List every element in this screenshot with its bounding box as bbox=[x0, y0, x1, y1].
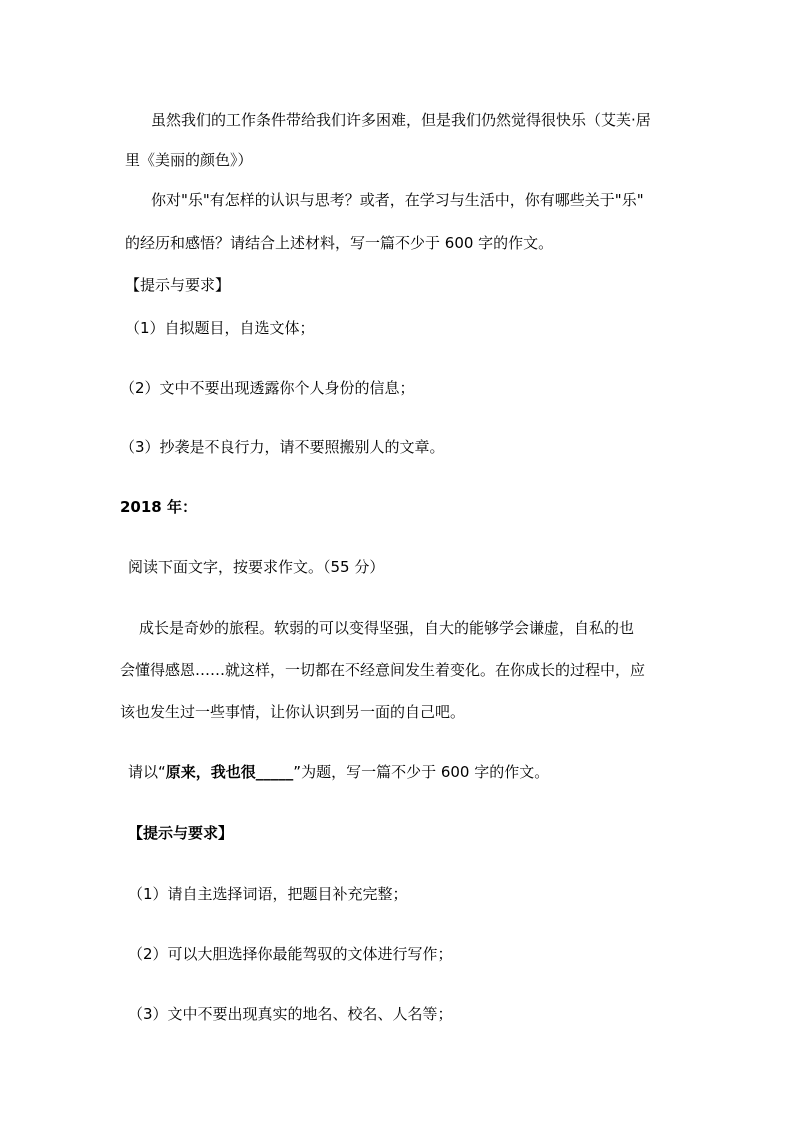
material-2017-line-1: 虽然我们的工作条件带给我们许多困难，但是我们仍然觉得很快乐（艾芙·居 bbox=[151, 111, 651, 129]
tip-2018-2: （2）可以大胆选择你最能驾驭的文体进行写作； bbox=[128, 945, 453, 963]
tip-2017-2: （2）文中不要出现透露你个人身份的信息； bbox=[120, 379, 415, 397]
title-suffix: ”为题，写一篇不少于 600 字的作文。 bbox=[293, 763, 550, 781]
material-2018-line-3: 该也发生过一些事情，让你认识到另一面的自己吧。 bbox=[120, 703, 466, 721]
prompt-2017-line-1: 你对"乐"有怎样的认识与思考？或者，在学习与生活中，你有哪些关于"乐" bbox=[151, 191, 644, 209]
material-2017-line-2: 里《美丽的颜色》） bbox=[125, 151, 253, 169]
tip-2018-3: （3）文中不要出现真实的地名、校名、人名等； bbox=[128, 1005, 453, 1023]
material-2018-line-2: 会懂得感恩……就这样，一切都在不经意间发生着变化。在你成长的过程中，应 bbox=[120, 661, 646, 679]
tip-2017-3: （3）抄袭是不良行力，请不要照搬别人的文章。 bbox=[120, 438, 445, 456]
instruction-2018: 阅读下面文字，按要求作文。（55 分） bbox=[128, 558, 385, 576]
year-heading-2018: 2018 年： bbox=[120, 498, 197, 516]
essay-title-line bbox=[128, 762, 549, 782]
essay-title: 原来，我也很_____ bbox=[165, 763, 294, 781]
prompt-2017-line-2: 的经历和感悟？请结合上述材料，写一篇不少于 600 字的作文。 bbox=[125, 234, 554, 252]
material-2018-line-1: 成长是奇妙的旅程。软弱的可以变得坚强，自大的能够学会谦虚，自私的也 bbox=[139, 619, 635, 637]
tips-heading-2018: 【提示与要求】 bbox=[128, 824, 234, 842]
tips-heading-2017: 【提示与要求】 bbox=[125, 276, 231, 294]
tip-2017-1: （1）自拟题目，自选文体； bbox=[125, 319, 315, 337]
title-prefix: 请以“ bbox=[128, 763, 166, 781]
tip-2018-1: （1）请自主选择词语，把题目补充完整； bbox=[128, 885, 408, 903]
